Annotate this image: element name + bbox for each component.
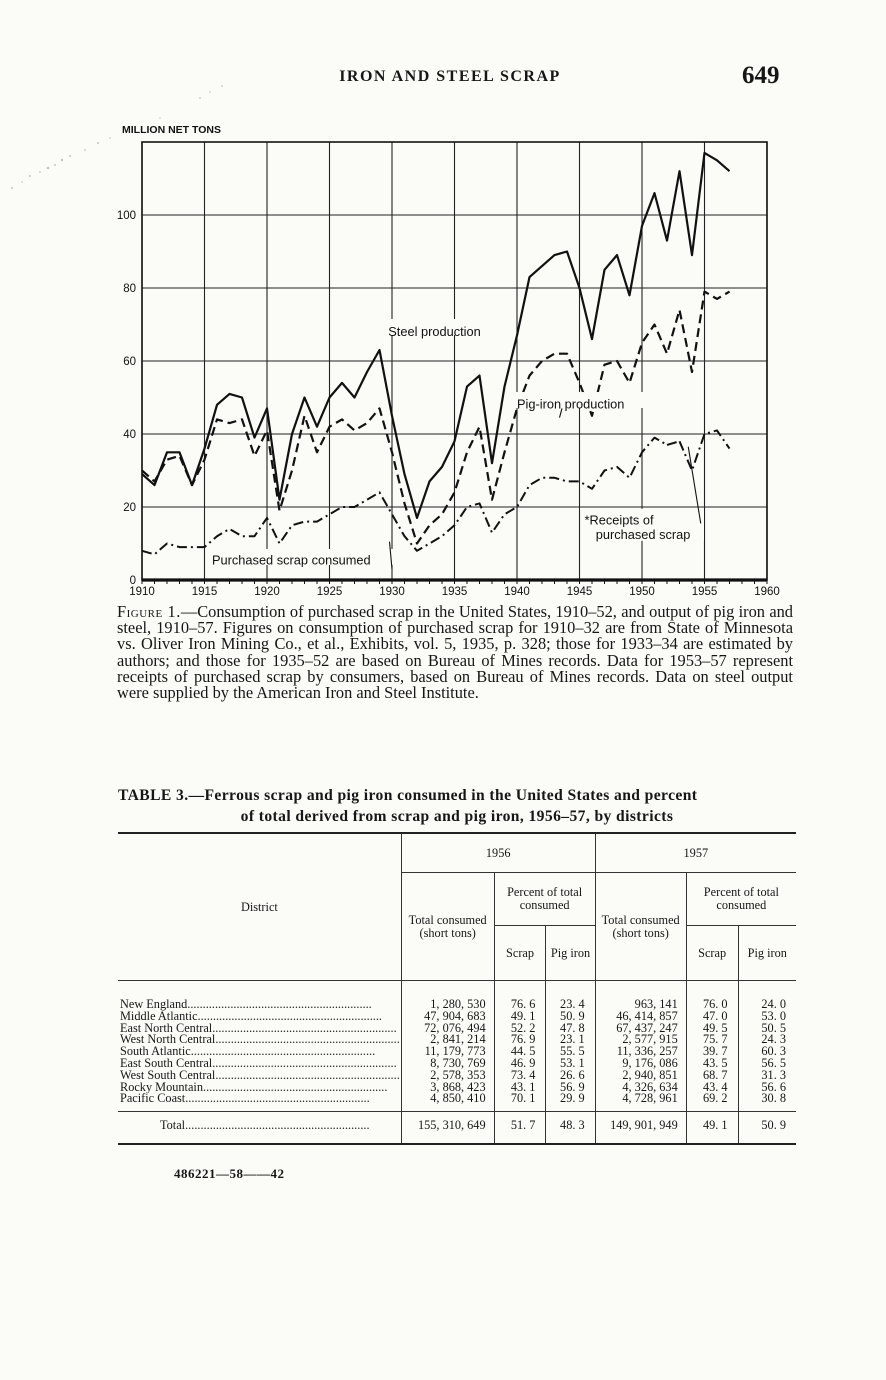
cell-pig-iron-1957: 31. 3	[738, 1070, 796, 1082]
leader-dots: ............................................................	[190, 1046, 376, 1058]
cell-pig-iron-1956: 29. 9	[546, 1093, 595, 1111]
cell-pig-iron-1956: 50. 9	[546, 1011, 595, 1023]
total-pig-iron-1956: 48. 3	[546, 1112, 595, 1145]
cell-total-1957: 9, 176, 086	[595, 1058, 686, 1070]
cell-pig-iron-1956: 23. 4	[546, 981, 595, 1011]
district-name	[118, 1046, 401, 1058]
x-tick-label: 1930	[379, 586, 405, 598]
table-body	[118, 981, 796, 1145]
cell-pig-iron-1956: 47. 8	[546, 1023, 595, 1035]
y-tick-label: 80	[123, 283, 136, 295]
cell-scrap-1956: 70. 1	[494, 1093, 546, 1111]
header-percent-1957: Percent of total consumed	[686, 873, 796, 926]
leader-dots: ............................................................	[197, 1010, 382, 1023]
cell-pig-iron-1957: 24. 3	[738, 1034, 796, 1046]
leader-dots: ............................................................	[185, 1118, 370, 1133]
receipts-label-line2: purchased scrap	[595, 527, 691, 543]
cell-pig-iron-1957: 53. 0	[738, 1011, 796, 1023]
cell-pig-iron-1956: 53. 1	[546, 1058, 595, 1070]
leader-dots: ............................................................	[212, 1022, 397, 1035]
header-year-1957: 1957	[595, 833, 796, 873]
cell-scrap-1956: 43. 1	[494, 1082, 546, 1094]
series-connector	[667, 441, 680, 445]
figure-chart	[100, 112, 790, 602]
cell-scrap-1957: 69. 2	[686, 1093, 738, 1111]
x-tick-label: 1950	[629, 586, 655, 598]
header-percent-1956: Percent of total consumed	[494, 873, 595, 926]
district-name	[118, 1093, 401, 1111]
cell-total-1956: 47, 904, 683	[401, 1011, 494, 1023]
district-table	[118, 832, 796, 1145]
total-label: Total	[160, 1118, 186, 1133]
total-label-cell	[118, 1112, 401, 1145]
table-title-line2: of total derived from scrap and pig iron, 1956–57, by districts	[240, 808, 674, 825]
district-name	[118, 1011, 401, 1023]
cell-total-1956: 3, 868, 423	[401, 1082, 494, 1094]
cell-pig-iron-1957: 56. 6	[738, 1082, 796, 1094]
steel-production-label: Steel production	[388, 324, 481, 340]
y-axis-unit-label: MILLION NET TONS	[122, 124, 221, 136]
district-label: South Atlantic	[120, 1046, 191, 1058]
purchased-scrap-consumed-label: Purchased scrap consumed	[212, 552, 371, 568]
district-label: New England	[120, 997, 188, 1011]
total-total-1956: 155, 310, 649	[401, 1112, 494, 1145]
cell-scrap-1956: 49. 1	[494, 1011, 546, 1023]
x-tick-label: 1940	[504, 586, 530, 598]
x-tick-label: 1935	[441, 586, 468, 598]
total-total-1957: 149, 901, 949	[595, 1112, 686, 1145]
cell-total-1957: 46, 414, 857	[595, 1011, 686, 1023]
cell-total-1957: 2, 940, 851	[595, 1070, 686, 1082]
leader-dots: ............................................................	[203, 1081, 388, 1094]
header-scrap-1957: Scrap	[686, 926, 738, 981]
cell-total-1957: 963, 141	[595, 981, 686, 1011]
cell-scrap-1957: 47. 0	[686, 1011, 738, 1023]
cell-total-1956: 4, 850, 410	[401, 1093, 494, 1111]
cell-scrap-1957: 39. 7	[686, 1046, 738, 1058]
x-tick-label: 1925	[316, 586, 343, 598]
leader-dots: ............................................................	[185, 1093, 370, 1106]
district-name	[118, 1070, 401, 1082]
cell-pig-iron-1956: 55. 5	[546, 1046, 595, 1058]
district-name	[118, 1023, 401, 1035]
district-name	[118, 981, 401, 1011]
cell-total-1956: 2, 841, 214	[401, 1034, 494, 1046]
header-pig-iron-1956: Pig iron	[546, 926, 595, 981]
cell-pig-iron-1957: 50. 5	[738, 1023, 796, 1035]
cell-scrap-1956: 46. 9	[494, 1058, 546, 1070]
cell-total-1956: 8, 730, 769	[401, 1058, 494, 1070]
pig-iron-production-label: Pig-iron production	[517, 396, 625, 412]
cell-pig-iron-1957: 30. 8	[738, 1093, 796, 1111]
district-name	[118, 1082, 401, 1094]
table-total-row	[118, 1112, 796, 1145]
district-label: East North Central	[120, 1022, 213, 1035]
cell-scrap-1956: 76. 9	[494, 1034, 546, 1046]
caption-lead: Figure 1.	[117, 602, 181, 621]
cell-scrap-1957: 75. 7	[686, 1034, 738, 1046]
cell-scrap-1956: 73. 4	[494, 1070, 546, 1082]
leader-dots: ............................................................	[187, 997, 372, 1011]
cell-pig-iron-1956: 23. 1	[546, 1034, 595, 1046]
y-tick-label: 100	[116, 210, 136, 222]
leader-dots: ............................................................	[215, 1069, 400, 1082]
district-label: Pacific Coast	[120, 1093, 186, 1106]
header-total-consumed-1957: Total consumed (short tons)	[595, 873, 686, 981]
cell-scrap-1957: 76. 0	[686, 981, 738, 1011]
cell-scrap-1956: 44. 5	[494, 1046, 546, 1058]
cell-total-1957: 11, 336, 257	[595, 1046, 686, 1058]
cell-total-1957: 4, 728, 961	[595, 1093, 686, 1111]
cell-scrap-1957: 43. 5	[686, 1058, 738, 1070]
table-row	[118, 981, 796, 1011]
y-tick-label: 20	[123, 502, 136, 514]
x-tick-label: 1955	[691, 586, 718, 598]
y-tick-label: 40	[123, 429, 136, 441]
cell-total-1957: 2, 577, 915	[595, 1034, 686, 1046]
district-label: Rocky Mountain	[120, 1081, 203, 1094]
chart-labels	[210, 319, 705, 569]
running-title: IRON AND STEEL SCRAP	[339, 68, 561, 85]
cell-scrap-1957: 68. 7	[686, 1070, 738, 1082]
cell-pig-iron-1957: 56. 5	[738, 1058, 796, 1070]
district-label: Middle Atlantic	[120, 1010, 198, 1023]
footer-print-code: 486221—58——42	[174, 1166, 285, 1181]
cell-pig-iron-1956: 56. 9	[546, 1082, 595, 1094]
cell-total-1957: 67, 437, 247	[595, 1023, 686, 1035]
cell-pig-iron-1957: 24. 0	[738, 981, 796, 1011]
x-tick-label: 1910	[129, 586, 155, 598]
cell-total-1956: 2, 578, 353	[401, 1070, 494, 1082]
cell-scrap-1956: 52. 2	[494, 1023, 546, 1035]
chart-series	[142, 153, 730, 555]
district-name	[118, 1058, 401, 1070]
x-tick-label: 1920	[254, 586, 280, 598]
table-title	[118, 785, 796, 827]
total-scrap-1956: 51. 7	[494, 1112, 546, 1145]
table-title-line1: TABLE 3.—Ferrous scrap and pig iron consumed in the United States and percent	[118, 787, 698, 804]
cell-scrap-1956: 76. 6	[494, 981, 546, 1011]
header-year-1956: 1956	[401, 833, 595, 873]
x-tick-label: 1960	[754, 586, 780, 598]
cell-total-1957: 4, 326, 634	[595, 1082, 686, 1094]
header-total-consumed-1956: Total consumed (short tons)	[401, 873, 494, 981]
cell-scrap-1957: 43. 4	[686, 1082, 738, 1094]
x-tick-label: 1915	[191, 586, 218, 598]
header-pig-iron-1957: Pig iron	[738, 926, 796, 981]
district-label: West North Central	[120, 1034, 216, 1047]
header-scrap-1956: Scrap	[494, 926, 546, 981]
cell-total-1956: 72, 076, 494	[401, 1023, 494, 1035]
page-number: 649	[742, 62, 780, 89]
cell-scrap-1957: 49. 5	[686, 1023, 738, 1035]
y-tick-label: 0	[129, 575, 136, 587]
caption-text: —Consumption of purchased scrap in the United States, 1910–52, and output of pig iron and steel, 1910–57. Figures on consumption of purchased scrap for 1910–32 are from State of Minnesota vs. Oliver Iron Mining Co., et al., Exhibits, vol. 5, 1935, p. 328; those for 1933–34 are estimated by authors; and those for 1935–52 are based on Bureau of Mines records. Data for 1953–57 represent receipts of purchased scrap by consumers, based on Bureau of Mines records. Data on steel output were supplied by the American Iron and Steel Institute.	[117, 602, 793, 703]
total-pig-iron-1957: 50. 9	[738, 1112, 796, 1145]
y-tick-label: 60	[123, 356, 136, 368]
district-name	[118, 1034, 401, 1046]
total-scrap-1957: 49. 1	[686, 1112, 738, 1145]
table-row	[118, 1093, 796, 1111]
x-tick-label: 1945	[566, 586, 593, 598]
header-district: District	[118, 833, 401, 981]
cell-pig-iron-1957: 60. 3	[738, 1046, 796, 1058]
cell-total-1956: 11, 179, 773	[401, 1046, 494, 1058]
district-label: West South Central	[120, 1069, 216, 1082]
leader-dots: ............................................................	[215, 1034, 400, 1047]
receipts-label-line1: *Receipts of	[584, 512, 654, 528]
figure-caption	[117, 604, 793, 701]
leader-dots: ............................................................	[212, 1057, 397, 1070]
cell-pig-iron-1956: 26. 6	[546, 1070, 595, 1082]
district-label: East South Central	[120, 1057, 213, 1070]
cell-total-1956: 1, 280, 530	[401, 981, 494, 1011]
